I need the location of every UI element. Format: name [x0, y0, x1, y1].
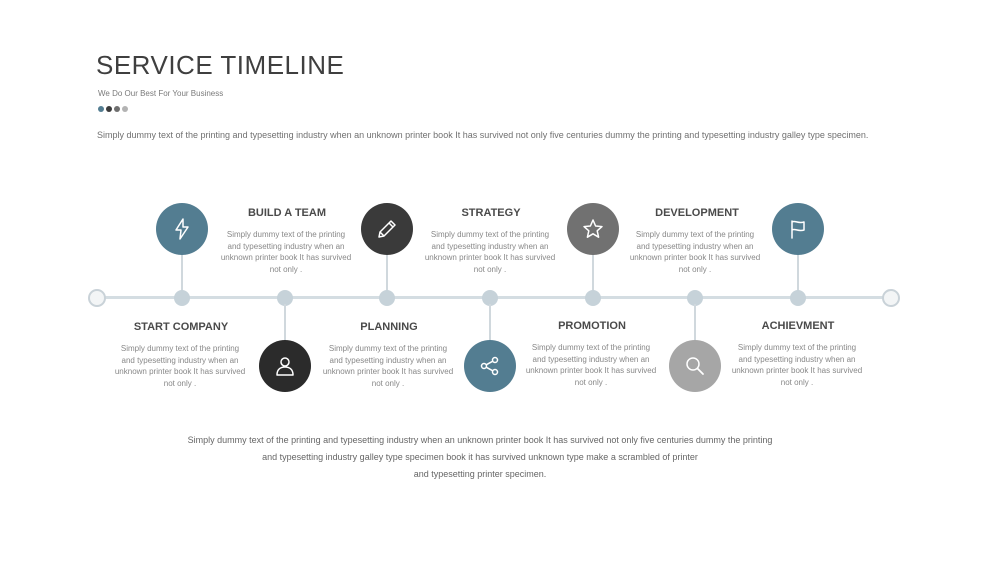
dot [114, 106, 120, 112]
step-circle-development [669, 340, 721, 392]
page-subtitle: We Do Our Best For Your Business [98, 89, 224, 98]
step-title-achievment: ACHIEVMENT [761, 320, 835, 332]
step-title-development: DEVELOPMENT [655, 207, 739, 219]
intro-text: Simply dummy text of the printing and typesetting industry when an unknown printer book It has survived not only five centuries dummy the printing and typesetting industry galley type specimen. [97, 130, 869, 140]
connector [284, 304, 286, 342]
step-desc-strategy: Simply dummy text of the printing and typesetting industry when an unknown printer book It has survived not only . [424, 230, 556, 274]
connector [489, 304, 491, 342]
step-desc-development: Simply dummy text of the printing and typesetting industry when an unknown printer book It has survived not only . [629, 230, 761, 274]
step-circle-achievment [772, 203, 824, 255]
flag-icon [786, 217, 810, 241]
page-title: SERVICE TIMELINE [96, 50, 345, 80]
step-title-promotion: PROMOTION [558, 320, 626, 332]
step-circle-planning [361, 203, 413, 255]
closing-line-2: and typesetting industry galley type specimen book it has survived unknown type make a scrambled of printer [262, 452, 698, 462]
step-circle-promotion [567, 203, 619, 255]
step-desc-planning: Simply dummy text of the printing and typesetting industry when an unknown printer book It has survived not only . [322, 344, 454, 388]
step-circle-start-company [156, 203, 208, 255]
connector [181, 255, 183, 291]
step-circle-strategy [464, 340, 516, 392]
connector [592, 255, 594, 291]
star-icon [581, 217, 605, 241]
share-icon [478, 354, 502, 378]
timeline-node [585, 290, 601, 306]
timeline-end-node [882, 289, 900, 307]
step-desc-promotion: Simply dummy text of the printing and typesetting industry when an unknown printer book It has survived not only . [525, 343, 657, 387]
step-title-build-a-team: BUILD A TEAM [247, 207, 326, 219]
step-desc-start-company: Simply dummy text of the printing and typesetting industry when an unknown printer book It has survived not only . [114, 344, 246, 388]
step-desc-achievment: Simply dummy text of the printing and typesetting industry when an unknown printer book It has survived not only . [731, 343, 863, 387]
lightning-icon [170, 217, 194, 241]
dot [106, 106, 112, 112]
dot [98, 106, 104, 112]
search-icon [683, 354, 707, 378]
step-title-start-company: START COMPANY [133, 321, 229, 333]
timeline-node [790, 290, 806, 306]
closing-text [130, 432, 830, 483]
timeline-node [379, 290, 395, 306]
timeline-node [174, 290, 190, 306]
connector [694, 304, 696, 342]
step-circle-build-a-team [259, 340, 311, 392]
step-title-planning: PLANNING [360, 321, 418, 333]
step-title-strategy: STRATEGY [461, 207, 521, 219]
dot [122, 106, 128, 112]
timeline-start-node [88, 289, 106, 307]
decorative-dots [98, 106, 128, 112]
closing-line-1: Simply dummy text of the printing and typesetting industry when an unknown printer book It has survived not only five centuries dummy the printing [187, 435, 773, 445]
user-icon [273, 354, 297, 378]
step-desc-build-a-team: Simply dummy text of the printing and typesetting industry when an unknown printer book It has survived not only . [220, 230, 352, 274]
connector [386, 255, 388, 291]
connector [797, 255, 799, 291]
closing-line-3: and typesetting printer specimen. [413, 469, 547, 479]
pencil-icon [375, 217, 399, 241]
